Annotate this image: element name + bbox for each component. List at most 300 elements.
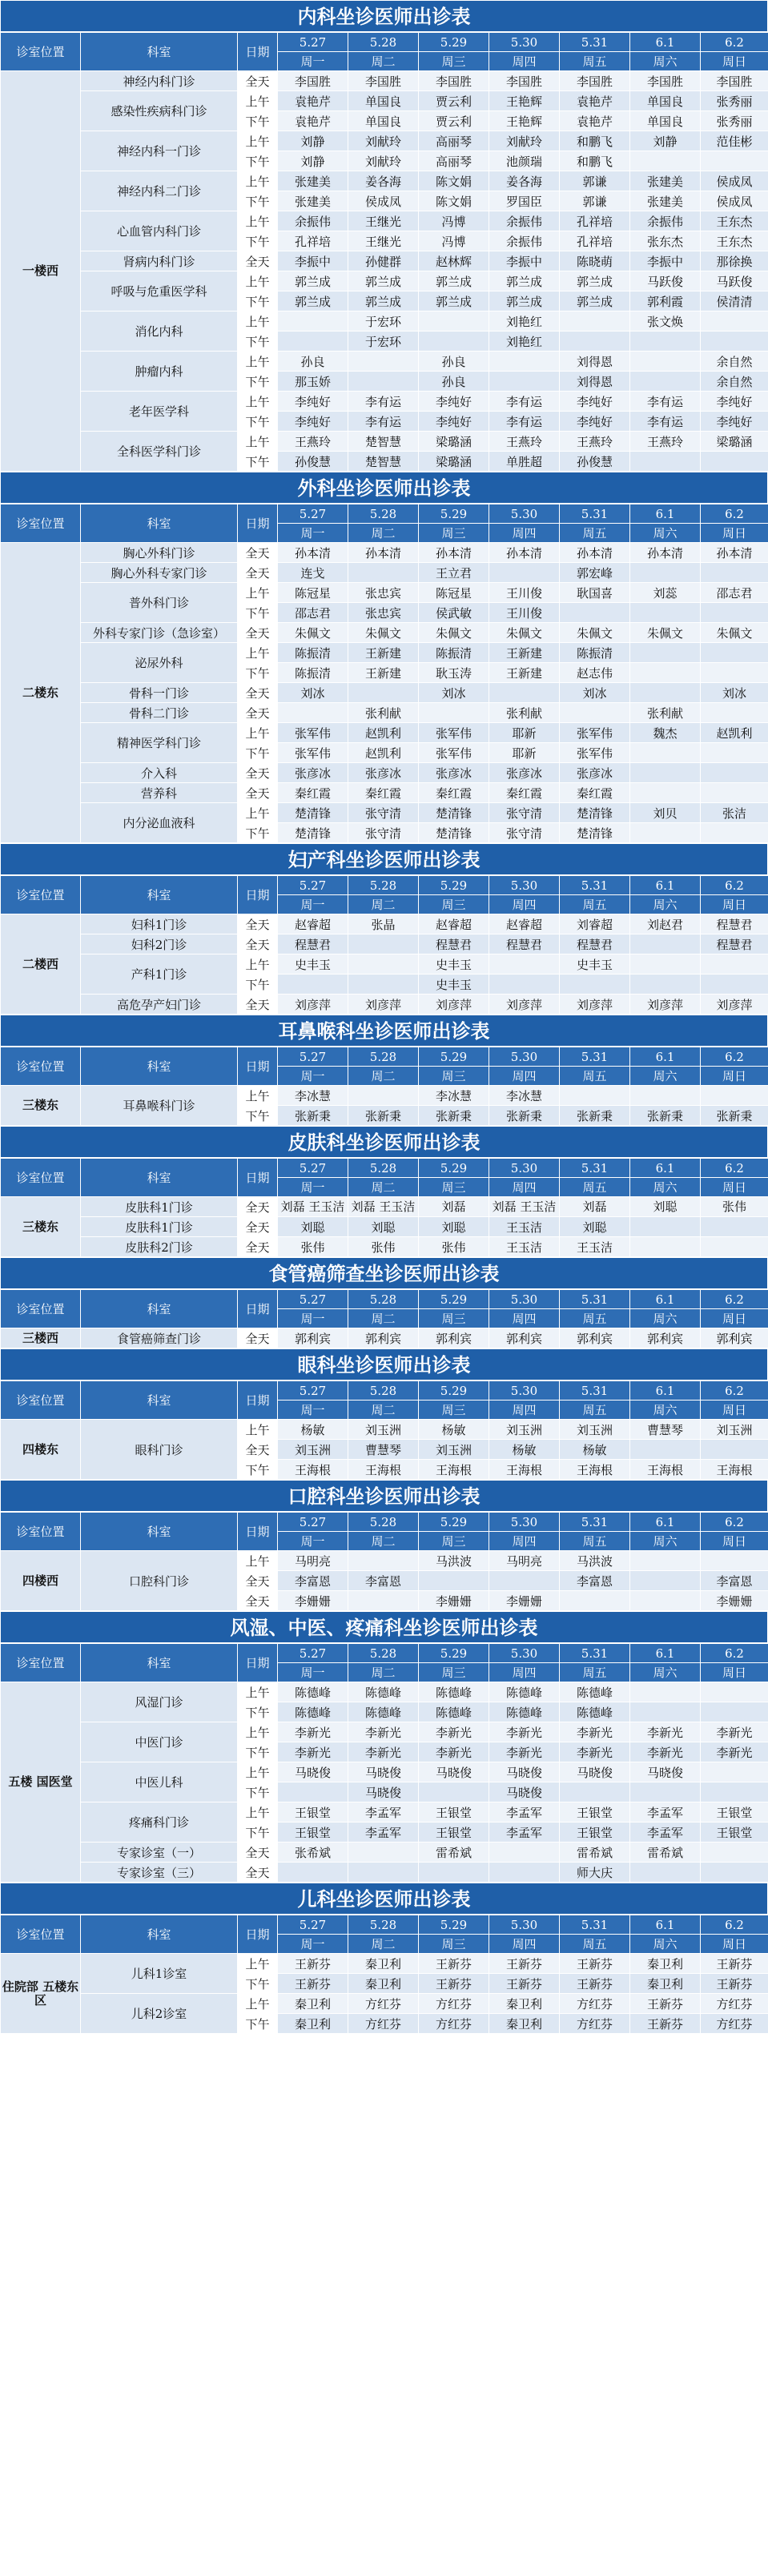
header-weekday-cell: 周三 <box>419 1663 489 1682</box>
doctor-cell: 赵志伟 <box>560 663 630 683</box>
header-weekday-cell: 周二 <box>348 524 419 543</box>
doctor-cell: 杨敏 <box>278 1420 348 1440</box>
header-date-cell: 6.1 <box>630 1915 701 1935</box>
session-period: 下午 <box>238 151 278 171</box>
doctor-cell: 刘献玲 <box>348 151 419 171</box>
doctor-cell: 赵睿超 <box>489 914 560 934</box>
session-period: 下午 <box>238 1702 278 1722</box>
doctor-cell: 王新芬 <box>489 1974 560 1994</box>
doctor-cell: 李纯好 <box>278 412 348 432</box>
header-weekday-cell: 周一 <box>278 1178 348 1197</box>
header-weekday-cell: 周三 <box>419 1401 489 1420</box>
header-weekday-cell: 周四 <box>489 52 560 71</box>
header-date-cell: 5.29 <box>419 1381 489 1401</box>
doctor-cell: 余振伟 <box>489 231 560 251</box>
doctor-cell: 李新光 <box>630 1742 701 1762</box>
header-date-cell: 5.28 <box>348 876 419 895</box>
header-weekday-cell: 周四 <box>489 1935 560 1954</box>
header-date-cell: 6.2 <box>701 1513 768 1532</box>
session-period: 上午 <box>238 1420 278 1440</box>
doctor-cell <box>701 311 768 332</box>
department-name: 专家诊室（三） <box>81 1863 238 1883</box>
session-period: 全天 <box>238 543 278 563</box>
doctor-cell <box>560 1591 630 1611</box>
session-period: 下午 <box>238 743 278 763</box>
doctor-cell: 李冰慧 <box>419 1086 489 1106</box>
room-location: 三楼东 <box>1 1086 81 1126</box>
doctor-cell: 张新秉 <box>489 1106 560 1126</box>
doctor-cell <box>630 743 701 763</box>
doctor-cell: 刘冰 <box>419 683 489 703</box>
doctor-cell: 王燕玲 <box>489 432 560 452</box>
header-date-cell: 6.1 <box>630 1513 701 1532</box>
header-department: 科室 <box>81 1047 238 1086</box>
doctor-cell: 郭兰成 <box>560 291 630 311</box>
department-name: 肾病内科门诊 <box>81 251 238 271</box>
doctor-cell <box>278 975 348 995</box>
session-period: 下午 <box>238 1782 278 1802</box>
doctor-cell: 张利献 <box>348 703 419 723</box>
doctor-cell: 赵凯利 <box>348 723 419 743</box>
table-row <box>1 131 768 151</box>
doctor-cell: 李有运 <box>630 392 701 412</box>
session-period: 上午 <box>238 271 278 291</box>
header-weekday-cell: 周日 <box>701 1178 768 1197</box>
doctor-cell: 刘彦萍 <box>701 995 768 1015</box>
doctor-cell: 刘冰 <box>560 683 630 703</box>
doctor-cell <box>560 703 630 723</box>
room-location: 一楼西 <box>1 71 81 472</box>
header-date-cell: 5.30 <box>489 1644 560 1663</box>
doctor-cell: 梁璐涵 <box>419 452 489 472</box>
doctor-cell: 冯博 <box>419 231 489 251</box>
session-period: 下午 <box>238 1974 278 1994</box>
session-period: 全天 <box>238 1863 278 1883</box>
doctor-cell <box>630 683 701 703</box>
doctor-cell: 李国胜 <box>278 71 348 91</box>
department-name: 精神医学科门诊 <box>81 723 238 763</box>
doctor-cell <box>630 934 701 954</box>
doctor-cell <box>630 372 701 392</box>
session-period: 全天 <box>238 1237 278 1257</box>
doctor-cell: 刘彦萍 <box>560 995 630 1015</box>
doctor-cell: 刘磊 王玉洁 <box>278 1197 348 1217</box>
department-name: 全科医学科门诊 <box>81 432 238 472</box>
session-period: 上午 <box>238 643 278 663</box>
doctor-cell: 李有运 <box>630 412 701 432</box>
session-period: 上午 <box>238 352 278 372</box>
doctor-cell: 王新建 <box>489 663 560 683</box>
doctor-cell <box>630 975 701 995</box>
doctor-cell: 李新光 <box>278 1742 348 1762</box>
department-name: 专家诊室（一） <box>81 1843 238 1863</box>
header-date-cell: 5.27 <box>278 1381 348 1401</box>
doctor-cell: 耶新 <box>489 743 560 763</box>
header-date-cell: 5.27 <box>278 504 348 524</box>
table-row <box>1 1197 768 1217</box>
header-weekday-cell: 周四 <box>489 1309 560 1328</box>
doctor-cell: 王玉洁 <box>489 1217 560 1237</box>
doctor-cell <box>489 1863 560 1883</box>
header-location: 诊室位置 <box>1 1381 81 1420</box>
header-date-cell: 6.2 <box>701 1381 768 1401</box>
doctor-cell <box>630 1702 701 1722</box>
doctor-cell: 陈德峰 <box>278 1682 348 1702</box>
doctor-cell: 朱佩文 <box>419 623 489 643</box>
doctor-cell: 李纯好 <box>560 392 630 412</box>
doctor-cell: 张彦冰 <box>278 763 348 783</box>
doctor-cell: 侯武敏 <box>419 603 489 623</box>
header-weekday-cell: 周日 <box>701 895 768 914</box>
doctor-cell: 秦卫利 <box>348 1954 419 1974</box>
doctor-cell: 马跃俊 <box>701 271 768 291</box>
header-date-cell: 5.28 <box>348 1915 419 1935</box>
session-period: 上午 <box>238 1762 278 1782</box>
doctor-cell: 郭兰成 <box>348 271 419 291</box>
header-weekday-cell: 周五 <box>560 895 630 914</box>
doctor-cell: 李冰慧 <box>278 1086 348 1106</box>
session-period: 上午 <box>238 1722 278 1742</box>
header-date-cell: 6.1 <box>630 876 701 895</box>
header-weekday-cell: 周四 <box>489 1067 560 1086</box>
department-name: 介入科 <box>81 763 238 783</box>
doctor-cell: 王新建 <box>348 663 419 683</box>
header-date-cell: 5.30 <box>489 1159 560 1178</box>
header-date-cell: 5.29 <box>419 1290 489 1309</box>
doctor-cell <box>701 1782 768 1802</box>
doctor-cell: 孙本清 <box>560 543 630 563</box>
session-period: 上午 <box>238 803 278 823</box>
doctor-cell: 李国胜 <box>701 71 768 91</box>
doctor-cell: 程慧君 <box>489 934 560 954</box>
doctor-cell: 方红芬 <box>348 2014 419 2034</box>
table-row <box>1 683 768 703</box>
session-period: 下午 <box>238 1822 278 1843</box>
header-date-cell: 5.31 <box>560 504 630 524</box>
department-name: 骨科一门诊 <box>81 683 238 703</box>
doctor-cell: 张建美 <box>278 171 348 191</box>
doctor-cell: 那徐换 <box>701 251 768 271</box>
doctor-cell: 秦卫利 <box>278 1994 348 2014</box>
doctor-cell: 孙俊慧 <box>560 452 630 472</box>
department-name: 内分泌血液科 <box>81 803 238 843</box>
doctor-cell: 冯博 <box>419 211 489 231</box>
doctor-cell: 楚清锋 <box>560 823 630 843</box>
doctor-cell: 秦卫利 <box>348 1974 419 1994</box>
header-date-cell: 5.27 <box>278 1290 348 1309</box>
doctor-cell <box>701 1217 768 1237</box>
doctor-cell: 刘艳红 <box>489 311 560 332</box>
header-weekday-cell: 周三 <box>419 1935 489 1954</box>
doctor-cell: 陈文娟 <box>419 171 489 191</box>
doctor-cell: 陈德峰 <box>348 1682 419 1702</box>
doctor-cell: 马晓俊 <box>348 1782 419 1802</box>
doctor-cell: 张守清 <box>489 803 560 823</box>
doctor-cell: 侯成凤 <box>348 191 419 211</box>
doctor-cell: 王海根 <box>348 1460 419 1480</box>
session-period: 下午 <box>238 1460 278 1480</box>
doctor-cell: 孙本清 <box>419 543 489 563</box>
doctor-cell: 李新光 <box>701 1722 768 1742</box>
department-name: 胸心外科专家门诊 <box>81 563 238 583</box>
schedule-table <box>0 1643 768 1883</box>
doctor-cell: 陈文娟 <box>419 191 489 211</box>
doctor-cell <box>560 311 630 332</box>
session-period: 全天 <box>238 763 278 783</box>
header-weekday-cell: 周六 <box>630 1178 701 1197</box>
session-period: 全天 <box>238 1843 278 1863</box>
doctor-cell <box>701 783 768 803</box>
department-name: 食管癌筛查门诊 <box>81 1328 238 1348</box>
doctor-cell: 刘玉洲 <box>278 1440 348 1460</box>
header-date-cell: 6.2 <box>701 1290 768 1309</box>
doctor-cell: 张军伟 <box>419 723 489 743</box>
doctor-cell: 侯成凤 <box>701 191 768 211</box>
session-period: 全天 <box>238 1328 278 1348</box>
doctor-cell: 孙本清 <box>278 543 348 563</box>
doctor-cell <box>701 763 768 783</box>
header-date: 日期 <box>238 1513 278 1551</box>
session-period: 全天 <box>238 995 278 1015</box>
doctor-cell: 陈德峰 <box>278 1702 348 1722</box>
doctor-cell: 朱佩文 <box>278 623 348 643</box>
section-title: 口腔科坐诊医师出诊表 <box>0 1480 768 1512</box>
doctor-cell: 王燕玲 <box>278 432 348 452</box>
doctor-cell: 邵志君 <box>278 603 348 623</box>
doctor-cell <box>348 1843 419 1863</box>
header-date-cell: 5.30 <box>489 1381 560 1401</box>
doctor-cell: 郭利宾 <box>560 1328 630 1348</box>
header-date-cell: 5.28 <box>348 1513 419 1532</box>
doctor-cell: 李纯好 <box>701 392 768 412</box>
doctor-cell: 王新芬 <box>419 1954 489 1974</box>
doctor-cell: 刘彦萍 <box>489 995 560 1015</box>
doctor-cell: 袁艳芹 <box>278 111 348 131</box>
doctor-cell <box>701 954 768 975</box>
doctor-cell <box>348 1591 419 1611</box>
header-weekday-cell: 周六 <box>630 1532 701 1551</box>
doctor-cell: 王新芬 <box>630 2014 701 2034</box>
doctor-cell: 曹慧琴 <box>630 1420 701 1440</box>
doctor-cell <box>630 643 701 663</box>
schedule-table <box>0 1915 768 2034</box>
doctor-cell <box>489 954 560 975</box>
session-period: 全天 <box>238 563 278 583</box>
doctor-cell: 张利献 <box>489 703 560 723</box>
doctor-cell <box>630 823 701 843</box>
doctor-cell: 李孟军 <box>489 1802 560 1822</box>
doctor-cell: 刘聪 <box>419 1217 489 1237</box>
doctor-cell: 秦红霞 <box>348 783 419 803</box>
header-weekday-cell: 周四 <box>489 1663 560 1682</box>
doctor-cell: 王银堂 <box>278 1822 348 1843</box>
doctor-cell: 李姗姗 <box>419 1591 489 1611</box>
header-location: 诊室位置 <box>1 1159 81 1197</box>
doctor-cell <box>701 1702 768 1722</box>
doctor-cell: 孙良 <box>278 352 348 372</box>
doctor-cell: 方红芬 <box>701 1994 768 2014</box>
header-date-cell: 6.1 <box>630 1047 701 1067</box>
doctor-cell: 余自然 <box>701 352 768 372</box>
header-date-cell: 6.1 <box>630 1290 701 1309</box>
doctor-cell: 李新光 <box>348 1722 419 1742</box>
schedule-table <box>0 504 768 843</box>
doctor-cell: 李新光 <box>560 1722 630 1742</box>
doctor-cell: 郭利宾 <box>630 1328 701 1348</box>
department-name: 消化内科 <box>81 311 238 352</box>
doctor-cell: 耿国喜 <box>560 583 630 603</box>
doctor-cell: 于宏环 <box>348 311 419 332</box>
doctor-cell: 刘彦萍 <box>278 995 348 1015</box>
header-date-cell: 5.29 <box>419 1644 489 1663</box>
department-name: 儿科2诊室 <box>81 1994 238 2034</box>
doctor-cell: 程慧君 <box>278 934 348 954</box>
header-department: 科室 <box>81 1644 238 1682</box>
table-row <box>1 271 768 291</box>
doctor-cell: 赵林辉 <box>419 251 489 271</box>
session-period: 上午 <box>238 723 278 743</box>
doctor-cell: 郭谦 <box>560 171 630 191</box>
schedule-table <box>0 875 768 1015</box>
doctor-cell: 张军伟 <box>560 723 630 743</box>
doctor-cell <box>348 934 419 954</box>
header-date-cell: 5.31 <box>560 1513 630 1532</box>
doctor-cell: 孙本清 <box>630 543 701 563</box>
header-weekday-cell: 周六 <box>630 895 701 914</box>
department-name: 肿瘤内科 <box>81 352 238 392</box>
doctor-cell: 王玉洁 <box>489 1237 560 1257</box>
doctor-cell: 李振中 <box>630 251 701 271</box>
header-date-cell: 5.30 <box>489 876 560 895</box>
table-row <box>1 1682 768 1702</box>
doctor-cell: 梁璐涵 <box>419 432 489 452</box>
doctor-cell <box>701 1551 768 1571</box>
header-weekday-cell: 周六 <box>630 1309 701 1328</box>
doctor-cell: 马晓俊 <box>560 1762 630 1782</box>
doctor-cell: 孙俊慧 <box>278 452 348 472</box>
doctor-cell: 刘冰 <box>278 683 348 703</box>
header-date-cell: 5.31 <box>560 1159 630 1178</box>
doctor-cell: 余振伟 <box>630 211 701 231</box>
doctor-cell: 刘得恩 <box>560 352 630 372</box>
doctor-cell: 马晓俊 <box>630 1762 701 1782</box>
doctor-cell <box>348 975 419 995</box>
header-weekday-cell: 周一 <box>278 1067 348 1086</box>
header-weekday-cell: 周一 <box>278 1309 348 1328</box>
header-date-cell: 5.29 <box>419 876 489 895</box>
doctor-cell: 张新秉 <box>630 1106 701 1126</box>
table-row <box>1 251 768 271</box>
doctor-cell: 秦卫利 <box>630 1954 701 1974</box>
header-weekday-cell: 周五 <box>560 1532 630 1551</box>
doctor-cell: 李纯好 <box>701 412 768 432</box>
table-row <box>1 392 768 412</box>
doctor-cell: 郭兰成 <box>278 291 348 311</box>
table-row <box>1 1420 768 1440</box>
doctor-cell: 楚清锋 <box>278 823 348 843</box>
doctor-cell: 楚智慧 <box>348 452 419 472</box>
doctor-cell: 张新秉 <box>560 1106 630 1126</box>
doctor-cell: 陈德峰 <box>348 1702 419 1722</box>
header-location: 诊室位置 <box>1 504 81 543</box>
doctor-cell: 李富恩 <box>701 1571 768 1591</box>
session-period: 上午 <box>238 91 278 111</box>
header-weekday-cell: 周日 <box>701 524 768 543</box>
room-location: 二楼西 <box>1 914 81 1015</box>
header-weekday-cell: 周三 <box>419 1178 489 1197</box>
doctor-cell: 余振伟 <box>278 211 348 231</box>
doctor-cell: 郭兰成 <box>560 271 630 291</box>
doctor-cell: 马洪波 <box>419 1551 489 1571</box>
doctor-cell <box>348 372 419 392</box>
doctor-cell: 陈冠星 <box>278 583 348 603</box>
department-name: 神经内科一门诊 <box>81 131 238 171</box>
doctor-cell <box>560 1086 630 1106</box>
doctor-cell: 马跃俊 <box>630 271 701 291</box>
header-date-cell: 5.27 <box>278 1159 348 1178</box>
doctor-cell: 刘聪 <box>278 1217 348 1237</box>
session-period: 上午 <box>238 1994 278 2014</box>
department-name: 妇科1门诊 <box>81 914 238 934</box>
doctor-cell <box>278 311 348 332</box>
header-date-cell: 5.31 <box>560 1381 630 1401</box>
doctor-cell: 郭兰成 <box>348 291 419 311</box>
doctor-cell: 刘磊 王玉洁 <box>489 1197 560 1217</box>
doctor-cell: 刘玉洲 <box>489 1420 560 1440</box>
header-date-cell: 6.2 <box>701 1644 768 1663</box>
session-period: 全天 <box>238 1591 278 1611</box>
doctor-cell: 曹慧琴 <box>348 1440 419 1460</box>
header-date-cell: 6.1 <box>630 1644 701 1663</box>
department-name: 皮肤科2门诊 <box>81 1237 238 1257</box>
header-department: 科室 <box>81 1513 238 1551</box>
doctor-cell: 朱佩文 <box>560 623 630 643</box>
doctor-cell: 王川俊 <box>489 583 560 603</box>
header-date: 日期 <box>238 1047 278 1086</box>
session-period: 下午 <box>238 1742 278 1762</box>
doctor-cell: 张利献 <box>630 703 701 723</box>
doctor-cell: 李纯好 <box>278 392 348 412</box>
table-row <box>1 71 768 91</box>
doctor-cell: 李有运 <box>348 392 419 412</box>
doctor-cell: 张秀丽 <box>701 111 768 131</box>
doctor-cell: 刘睿超 <box>560 914 630 934</box>
doctor-cell <box>701 332 768 352</box>
doctor-cell: 方红芬 <box>560 2014 630 2034</box>
doctor-cell: 李孟军 <box>348 1822 419 1843</box>
department-name: 神经内科门诊 <box>81 71 238 91</box>
doctor-cell: 刘磊 <box>560 1197 630 1217</box>
session-period: 下午 <box>238 663 278 683</box>
doctor-cell: 刘彦萍 <box>630 995 701 1015</box>
doctor-cell: 陈振清 <box>419 643 489 663</box>
doctor-cell: 张伟 <box>701 1197 768 1217</box>
doctor-cell: 刘静 <box>630 131 701 151</box>
department-name: 外科专家门诊（急诊室） <box>81 623 238 643</box>
doctor-cell: 赵凯利 <box>348 743 419 763</box>
doctor-cell: 孙本清 <box>489 543 560 563</box>
doctor-cell: 李国胜 <box>419 71 489 91</box>
doctor-cell: 程慧君 <box>419 934 489 954</box>
header-date-cell: 5.31 <box>560 1047 630 1067</box>
session-period: 全天 <box>238 934 278 954</box>
section-title: 风湿、中医、疼痛科坐诊医师出诊表 <box>0 1611 768 1643</box>
doctor-cell: 陈德峰 <box>489 1702 560 1722</box>
doctor-cell: 郭兰成 <box>419 291 489 311</box>
session-period: 全天 <box>238 1440 278 1460</box>
table-row <box>1 1954 768 1974</box>
doctor-cell <box>348 563 419 583</box>
